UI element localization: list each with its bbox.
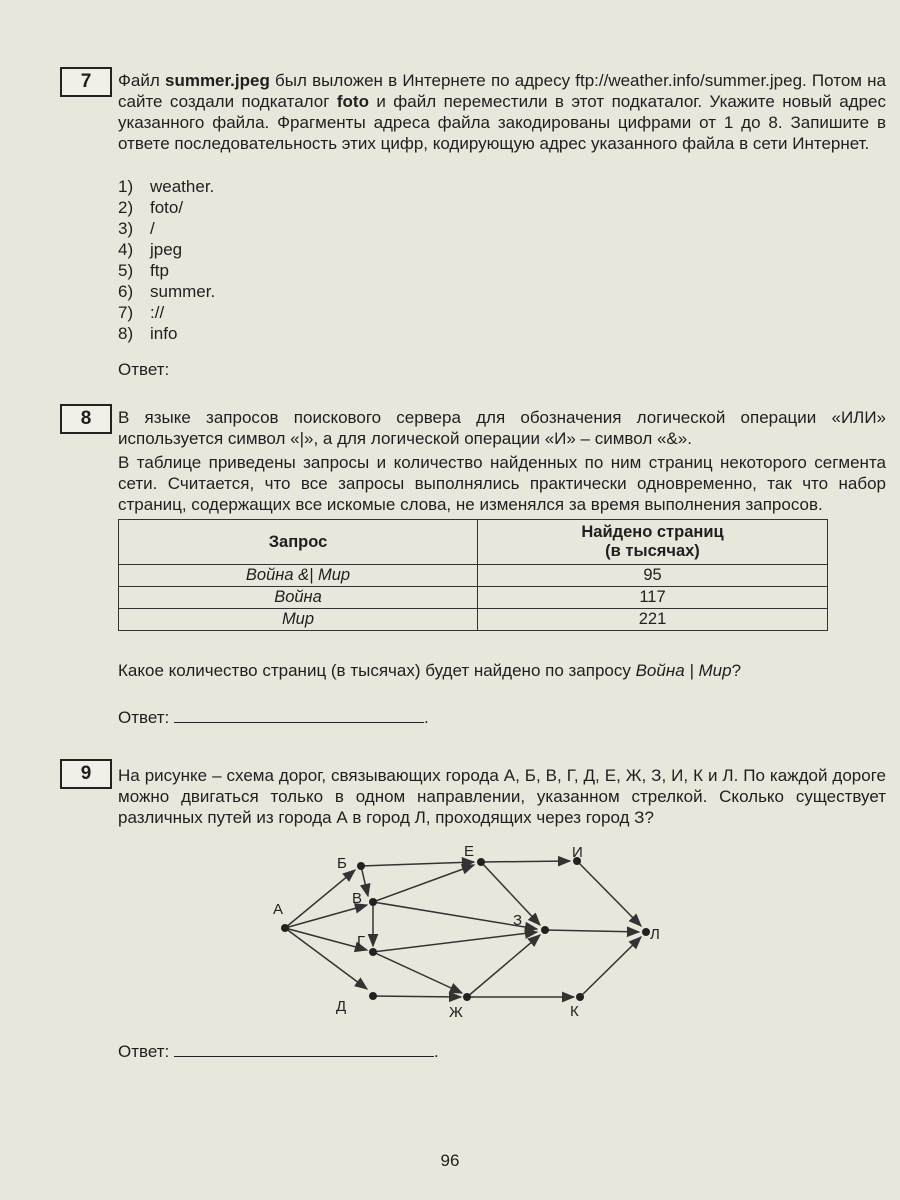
task-9-answer[interactable]: Ответ: .: [118, 1042, 439, 1061]
option-4: 4) jpeg: [118, 240, 183, 259]
node-label-l: Л: [650, 926, 660, 943]
count-cell: 117: [478, 587, 828, 609]
node-label-z: З: [513, 912, 523, 929]
node-label-e: Е: [464, 843, 475, 860]
option-1: 1) weather.: [118, 177, 215, 196]
task-7-answer[interactable]: Ответ:: [118, 360, 170, 379]
query-cell: Война &| Мир: [119, 565, 478, 587]
node-label-g: Г: [357, 933, 366, 950]
task-9-text: На рисунке – схема дорог, связывающих города А, Б, В, Г, Д, Е, Ж, З, И, К и Л. По каждой дороге можно двигаться только в одном направлении, указанном стрелкой. Сколько существует различных путей из города А в город Л, проходящих через город З?: [118, 766, 886, 827]
node-label-d: Д: [336, 998, 347, 1015]
node-label-zh: Ж: [449, 1004, 463, 1021]
col-count: Найдено страниц (в тысячах): [478, 520, 828, 565]
page-number: 96: [440, 1151, 460, 1170]
count-cell: 221: [478, 609, 828, 631]
task-8-answer[interactable]: Ответ: .: [118, 708, 429, 727]
node-label-k: К: [570, 1003, 579, 1020]
task-9-number: 9: [60, 759, 112, 789]
option-3: 3) /: [118, 219, 155, 238]
task-7-text: Файл summer.jpeg был выложен в Интернете по адресу ftp://weather.info/summer.jpeg. Потом на сайте создали подкаталог foto и файл переместили в этот подкаталог. Укажите новый адрес указанного файла. Фрагменты адреса файла закодированы цифрами от 1 до 8. Запишите в ответе последовательность этих цифр, кодирующую адрес указанного файла в сети Интернет.: [118, 71, 886, 153]
option-7: 7) ://: [118, 303, 165, 322]
task-8-number: 8: [60, 404, 112, 434]
col-query: Запрос: [119, 520, 478, 565]
task-8-intro: В языке запросов поискового сервера для обозначения логической операции «ИЛИ» используется символ «|», а для логической операции «И» – символ «&».: [118, 408, 886, 448]
task-8-question: Какое количество страниц (в тысячах) будет найдено по запросу Война | Мир?: [118, 661, 742, 680]
count-cell: 95: [478, 565, 828, 587]
option-2: 2) foto/: [118, 198, 184, 217]
node-label-i: И: [572, 844, 583, 861]
task-7-number: 7: [60, 67, 112, 97]
option-5: 5) ftp: [118, 261, 169, 280]
query-cell: Мир: [119, 609, 478, 631]
node-label-b: Б: [337, 855, 347, 872]
task-8-paragraph: В таблице приведены запросы и количество найденных по ним страниц некоторого сегмента сети. Считается, что все запросы выполнялись практически одновременно, так что набор страниц, содержащих все искомые слова, не изменялся за время выполнения запросов.: [118, 453, 886, 514]
query-cell: Война: [119, 587, 478, 609]
option-8: 8) info: [118, 324, 178, 343]
node-label-a: А: [273, 901, 284, 918]
node-label-v: В: [352, 890, 363, 907]
option-6: 6) summer.: [118, 282, 216, 301]
